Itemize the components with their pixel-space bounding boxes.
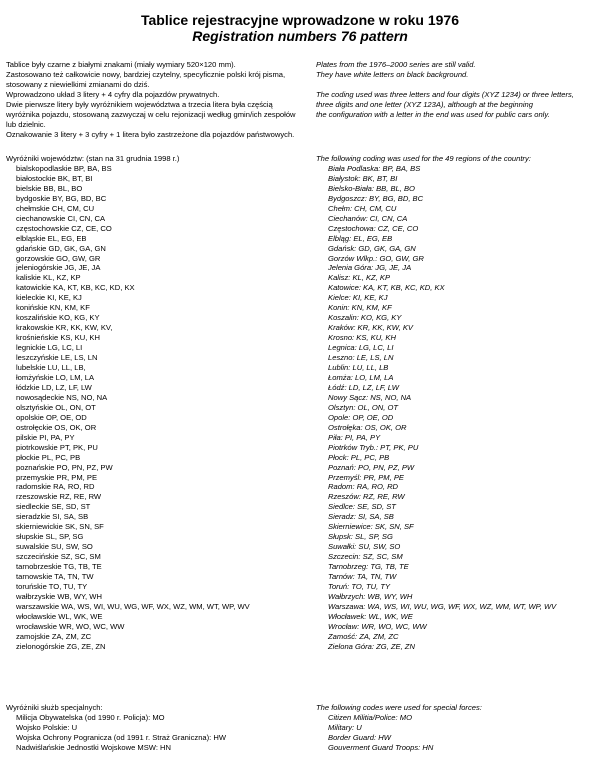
text-line: Gorzów Wlkp.: GO, GW, GR — [328, 253, 424, 263]
text-line: piotrkowskie PT, PK, PU — [16, 442, 98, 452]
text-line: radomskie RA, RO, RD — [16, 482, 95, 492]
text-line: Częstochowa: CZ, CE, CO — [328, 223, 419, 233]
text-line: Szczecin: SZ, SC, SM — [328, 552, 403, 562]
text-line: elbląskie EL, EG, EB — [16, 233, 87, 243]
text-line: olsztyńskie OL, ON, OT — [16, 402, 96, 412]
text-line: zielonogórskie ZG, ZE, ZN — [16, 641, 106, 651]
text-line: rzeszowskie RZ, RE, RW — [16, 492, 102, 502]
text-line: Bielsko-Biała: BB, BL, BO — [328, 183, 415, 193]
text-line: Toruń: TO, TU, TY — [328, 581, 391, 591]
text-line: ostrołęckie OS, OK, OR — [16, 422, 97, 432]
section-header: Wyróżniki służb specjalnych: — [6, 703, 103, 712]
text-line: kieleckie KI, KE, KJ — [16, 293, 82, 303]
text-line: gorzowskie GO, GW, GR — [16, 253, 101, 263]
text-line: Kraków: KR, KK, KW, KV — [328, 323, 413, 333]
text-line: Oznakowanie 3 litery + 3 cyfry + 1 litera było zastrzeżone dla pojazdów państwowych. — [6, 129, 295, 139]
text-line: Milicja Obywatelska (od 1990 r. Policja): MO — [16, 712, 165, 722]
text-line: three digits and one letter (XYZ 123A), although at the beginning — [316, 99, 533, 109]
text-line: Lublin: LU, LL, LB — [328, 363, 389, 373]
text-line: Katowice: KA, KT, KB, KC, KD, KX — [328, 283, 445, 293]
section-header: The following codes were used for special forces: — [316, 703, 482, 712]
text-line: Piotrków Tryb.: PT, PK, PU — [328, 442, 419, 452]
text-line: włocławskie WL, WK, WE — [16, 611, 103, 621]
text-line: legnickie LG, LC, LI — [16, 343, 83, 353]
text-line: Nadwiślańskie Jednostki Wojskowe MSW: HN — [16, 742, 172, 752]
text-line: Tarnów: TA, TN, TW — [328, 572, 397, 582]
text-line: Konin: KN, KM, KF — [328, 303, 392, 313]
text-line — [316, 80, 598, 90]
text-line: Skierniewice: SK, SN, SF — [328, 522, 414, 532]
text-line: Rzeszów: RZ, RE, RW — [328, 492, 405, 502]
text-line: koszalińskie KO, KG, KY — [16, 313, 100, 323]
text-line: opolskie OP, OE, OD — [16, 412, 87, 422]
text-line: Płock: PL, PC, PB — [328, 452, 390, 462]
text-line: Krosno: KS, KU, KH — [328, 333, 396, 343]
text-line: Siedlce: SE, SD, ST — [328, 502, 396, 512]
special-forces-pl — [6, 703, 311, 753]
text-line: Bydgoszcz: BY, BG, BD, BC — [328, 193, 424, 203]
text-line: toruńskie TO, TU, TY — [16, 581, 88, 591]
text-line: tarnowskie TA, TN, TW — [16, 572, 94, 582]
text-line: Elbląg: EL, EG, EB — [328, 233, 393, 243]
text-line: łomżyńskie LO, LM, LA — [16, 372, 95, 382]
section-header: The following coding was used for the 49 regions of the country: — [316, 154, 531, 163]
text-line: Warszawa: WA, WS, WI, WU, WG, WF, WX, WZ, WM, WT, WP, WV — [328, 601, 557, 611]
text-line: warszawskie WA, WS, WI, WU, WG, WF, WX, WZ, WM, WT, WP, WV — [16, 601, 250, 611]
text-line: Wojsko Polskie: U — [16, 722, 78, 732]
text-line: Sieradz: SI, SA, SB — [328, 512, 394, 522]
text-line: Suwałki: SU, SW, SO — [328, 542, 401, 552]
intro-pl — [6, 60, 311, 140]
text-line: Koszalin: KO, KG, KY — [328, 313, 402, 323]
text-line: stosowany z niewielkimi zmianami do dziś. — [6, 79, 150, 89]
text-line: białostockie BK, BT, BI — [16, 173, 93, 183]
text-line: łódzkie LD, LZ, LF, LW — [16, 382, 92, 392]
text-line: Wprowadzono układ 3 litery + 4 cyfry dla pojazdów prywatnych. — [6, 89, 220, 99]
page-subtitle: Registration numbers 76 pattern — [192, 28, 408, 44]
text-line: Kielce: KI, KE, KJ — [328, 293, 388, 303]
text-line: Wojska Ochrony Pogranicza (od 1991 r. Straż Graniczna): HW — [16, 732, 227, 742]
text-line: Białystok: BK, BT, BI — [328, 173, 398, 183]
text-line: Legnica: LG, LC, LI — [328, 343, 394, 353]
regions-en — [316, 154, 598, 652]
text-line: They have white letters on black background. — [316, 69, 469, 79]
text-line: siedleckie SE, SD, ST — [16, 502, 91, 512]
text-line: bialskopodlaskie BP, BA, BS — [16, 163, 112, 173]
text-line: Chełm: CH, CM, CU — [328, 203, 397, 213]
text-line: wyróżnika pojazdu, stosowaną zazwyczaj w celu rejonizacji według gmin/ich zespołów — [6, 109, 296, 119]
text-line: Biała Podlaska: BP, BA, BS — [328, 163, 421, 173]
text-line: jeleniogórskie JG, JE, JA — [16, 263, 101, 273]
text-line: Ciechanów: CI, CN, CA — [328, 213, 408, 223]
text-line: Military: U — [328, 722, 362, 732]
text-line: ciechanowskie CI, CN, CA — [16, 213, 106, 223]
text-line: leszczyńskie LE, LS, LN — [16, 353, 98, 363]
text-line: katowickie KA, KT, KB, KC, KD, KX — [16, 283, 135, 293]
text-line: Zielona Góra: ZG, ZE, ZN — [328, 641, 415, 651]
text-line: Border Guard: HW — [328, 732, 391, 742]
text-line: skierniewickie SK, SN, SF — [16, 522, 104, 532]
text-line: Jelenia Góra: JG, JE, JA — [328, 263, 412, 273]
text-line: Wrocław: WR, WO, WC, WW — [328, 621, 427, 631]
section-header: Wyróżniki województw: (stan na 31 grudnia 1998 r.) — [6, 154, 180, 163]
text-line: Gouverment Guard Troops: HN — [328, 742, 434, 752]
text-line: kaliskie KL, KZ, KP — [16, 273, 81, 283]
text-line: płockie PL, PC, PB — [16, 452, 81, 462]
text-line: Łomża: LO, LM, LA — [328, 372, 394, 382]
text-line: wrocławskie WR, WO, WC, WW — [16, 621, 125, 631]
text-line: tarnobrzeskie TG, TB, TE — [16, 562, 102, 572]
text-line: szczecińskie SZ, SC, SM — [16, 552, 101, 562]
text-line: krośnieńskie KS, KU, KH — [16, 333, 100, 343]
text-line: nowosądeckie NS, NO, NA — [16, 392, 108, 402]
text-line: sieradzkie SI, SA, SB — [16, 512, 89, 522]
text-line: Nowy Sącz: NS, NO, NA — [328, 392, 412, 402]
text-line: Zamość: ZA, ZM, ZC — [328, 631, 399, 641]
text-line: Słupsk: SL, SP, SG — [328, 532, 393, 542]
text-line: Poznań: PO, PN, PZ, PW — [328, 462, 415, 472]
text-line: bielskie BB, BL, BO — [16, 183, 83, 193]
text-line: gdańskie GD, GK, GA, GN — [16, 243, 106, 253]
text-line: Plates from the 1976–2000 series are still valid. — [316, 60, 476, 69]
text-line: krakowskie KR, KK, KW, KV, — [16, 323, 113, 333]
text-line: wałbrzyskie WB, WY, WH — [16, 591, 102, 601]
intro-en — [316, 60, 598, 120]
text-line: zamojskie ZA, ZM, ZC — [16, 631, 92, 641]
text-line: Tablice były czarne z białymi znakami (miały wymiary 520×120 mm). — [6, 60, 236, 69]
text-line: suwalskie SU, SW, SO — [16, 542, 93, 552]
text-line: Piła: PI, PA, PY — [328, 432, 381, 442]
text-line: Wałbrzych: WB, WY, WH — [328, 591, 413, 601]
text-line: lubelskie LU, LL, LB, — [16, 363, 86, 373]
text-line: Tarnobrzeg: TG, TB, TE — [328, 562, 409, 572]
text-line: Dwie pierwsze litery były wyróżnikiem województwa a trzecia litera była częścią — [6, 99, 273, 109]
text-line: Przemyśl: PR, PM, PE — [328, 472, 404, 482]
page-title: Tablice rejestracyjne wprowadzone w roku 1976 — [141, 12, 459, 28]
text-line: przemyskie PR, PM, PE — [16, 472, 98, 482]
text-line: Gdańsk: GD, GK, GA, GN — [328, 243, 416, 253]
special-forces-en — [316, 703, 598, 753]
text-line: poznańskie PO, PN, PZ, PW — [16, 462, 113, 472]
text-line: pilskie PI, PA, PY — [16, 432, 75, 442]
text-line: częstochowskie CZ, CE, CO — [16, 223, 112, 233]
text-line: chełmskie CH, CM, CU — [16, 203, 95, 213]
regions-pl — [6, 154, 311, 652]
text-line: Ostrołęka: OS, OK, OR — [328, 422, 407, 432]
text-line: lub dzielnic. — [6, 119, 46, 129]
text-line: bydgoskie BY, BG, BD, BC — [16, 193, 107, 203]
text-line: Opole: OP, OE, OD — [328, 412, 394, 422]
text-line: Włocławek: WL, WK, WE — [328, 611, 413, 621]
text-line: konińskie KN, KM, KF — [16, 303, 90, 313]
text-line: The coding used was three letters and four digits (XYZ 1234) or three letters, — [316, 89, 574, 99]
text-line: słupskie SL, SP, SG — [16, 532, 84, 542]
text-line: Leszno: LE, LS, LN — [328, 353, 394, 363]
text-line: Zastosowano też całkowicie nowy, bardziej czytelny, specyficznie polski krój pisma, — [6, 69, 286, 79]
text-line: Łódź: LD, LZ, LF, LW — [328, 382, 399, 392]
text-line: Radom: RA, RO, RD — [328, 482, 399, 492]
text-line: Citizen Militia/Police: MO — [328, 712, 412, 722]
text-line: Kalisz: KL, KZ, KP — [328, 273, 391, 283]
text-line: Olsztyn: OL, ON, OT — [328, 402, 399, 412]
text-line: the configuration with a letter in the end was used for public cars only. — [316, 109, 550, 119]
